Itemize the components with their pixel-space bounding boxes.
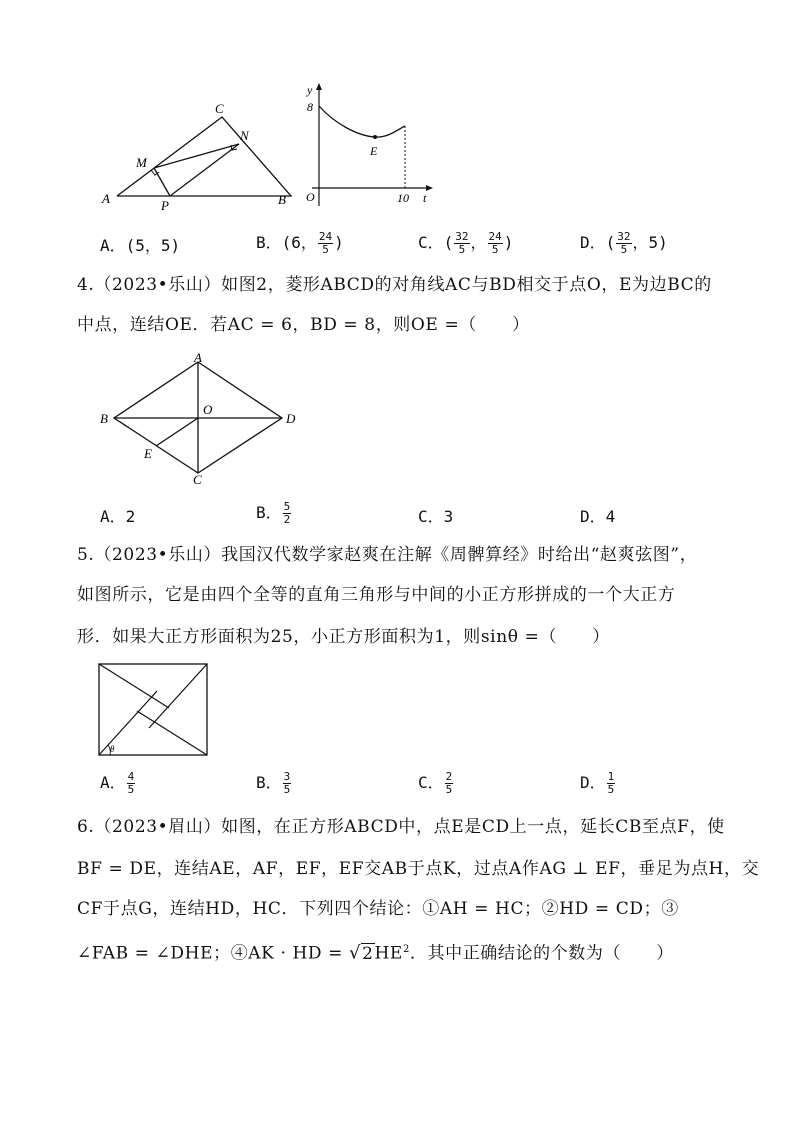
option-letter: C． [418, 773, 444, 792]
option-text: 2 [125, 507, 136, 526]
q4-option-b[interactable] [256, 500, 292, 526]
option-letter: D． [580, 773, 606, 792]
q5-line-1: 5.（2023•乐山）我国汉代数学家赵爽在注解《周髀算经》时给出“赵爽弦图”， [77, 545, 698, 565]
fraction: $\frac{1}{5}$ [607, 770, 615, 796]
label-D: D [286, 411, 296, 426]
q4-line-2: 中点，连结OE．若AC = 6，BD = 8，则OE =（ ） [77, 315, 530, 335]
sqrt-sign: √ [349, 942, 362, 964]
option-letter: B． [256, 773, 282, 792]
q4-figure-rhombus [95, 350, 305, 488]
option-mid: ， [470, 233, 487, 252]
q6-line-2: BF = DE，连结AE，AF，EF，EF交AB于点K，过点A作AG ⊥ EF，垂足为点H，交 [77, 859, 760, 879]
sqrt-radicand: 2 [362, 943, 374, 964]
label-theta: θ [110, 744, 115, 754]
label-B: B [100, 411, 108, 426]
q4-line-1: 4.（2023•乐山）如图2，菱形ABCD的对角线AC与BD相交于点O，E为边BC的 [77, 275, 712, 295]
label-E: E [144, 446, 152, 461]
fraction: $\frac{4}{5}$ [127, 770, 135, 796]
option-text: 4 [605, 507, 616, 526]
q5-option-a[interactable] [100, 770, 136, 796]
q5-figure-zhaoshuang [98, 663, 210, 757]
q3-figure-triangle [98, 100, 298, 212]
q3-option-b[interactable] [256, 230, 344, 256]
fraction: $\frac{24}{5}$ [318, 230, 333, 256]
label-C: C [215, 101, 224, 116]
q6-line-4-c: ．其中正确结论的个数为（ ） [409, 943, 674, 964]
q3-option-a[interactable] [100, 233, 180, 256]
fraction: $\frac{32}{5}$ [455, 230, 469, 256]
label-O: O [203, 402, 213, 417]
q4-option-d[interactable] [580, 504, 615, 527]
q5-line-3: 形．如果大正方形面积为25，小正方形面积为1，则sinθ =（ ） [77, 627, 610, 647]
option-letter: C． [418, 233, 444, 252]
q4-option-a[interactable] [100, 504, 135, 527]
label-B: B [278, 192, 286, 207]
q6-line-4-sup: 2 [402, 944, 410, 955]
label-E: E [370, 144, 378, 158]
fraction: $\frac{2}{5}$ [445, 770, 453, 796]
fraction: $\frac{5}{2}$ [283, 500, 291, 526]
q4-option-c[interactable] [418, 504, 453, 527]
option-letter: C． [418, 507, 444, 526]
option-letter: B． [256, 503, 282, 522]
q5-line-2: 如图所示，它是由四个全等的直角三角形与中间的小正方形拼成的一个大正方 [77, 585, 676, 605]
q3-option-d[interactable] [580, 230, 668, 256]
label-10: 10 [397, 191, 409, 205]
q6-line-4-a: ∠FAB = ∠DHE；④AK · HD = [77, 943, 349, 964]
option-pre: (6， [281, 233, 317, 252]
label-M: M [136, 155, 147, 170]
option-letter: A． [100, 773, 126, 792]
label-O: O [306, 190, 315, 204]
q6-line-4-he: HE [374, 943, 403, 964]
option-pre: ( [443, 233, 454, 252]
q6-line-3: CF于点G，连结HD，HC．下列四个结论：①AH = HC；②HD = CD；③ [77, 899, 679, 919]
option-letter: A． [100, 507, 126, 526]
fraction: $\frac{32}{5}$ [617, 230, 631, 256]
label-A: A [194, 350, 202, 365]
option-letter: B． [256, 233, 282, 252]
q5-option-b[interactable] [256, 770, 292, 796]
option-letter: D． [580, 233, 606, 252]
option-text: 3 [443, 507, 454, 526]
option-mid: ，5) [632, 233, 668, 252]
q5-option-d[interactable] [580, 770, 616, 796]
q3-figure-graph [300, 82, 435, 210]
fraction: $\frac{24}{5}$ [488, 230, 502, 256]
label-t: t [423, 191, 427, 205]
label-P: P [161, 198, 169, 212]
option-letter: D． [580, 507, 606, 526]
q3-option-c[interactable] [418, 230, 513, 256]
q6-line-4 [77, 939, 674, 965]
option-post: ) [503, 233, 514, 252]
label-y: y [307, 83, 313, 97]
label-N: N [240, 128, 249, 143]
label-C: C [193, 472, 202, 487]
option-pre: ( [605, 233, 616, 252]
option-text: (5，5) [125, 236, 181, 255]
fraction: $\frac{3}{5}$ [283, 770, 291, 796]
option-letter: A． [100, 236, 126, 255]
label-A: A [102, 191, 110, 206]
label-8: 8 [307, 100, 313, 114]
q5-option-c[interactable] [418, 770, 454, 796]
option-post: ) [334, 233, 344, 252]
q6-line-1: 6.（2023•眉山）如图，在正方形ABCD中，点E是CD上一点，延长CB至点F，使 [77, 817, 725, 837]
